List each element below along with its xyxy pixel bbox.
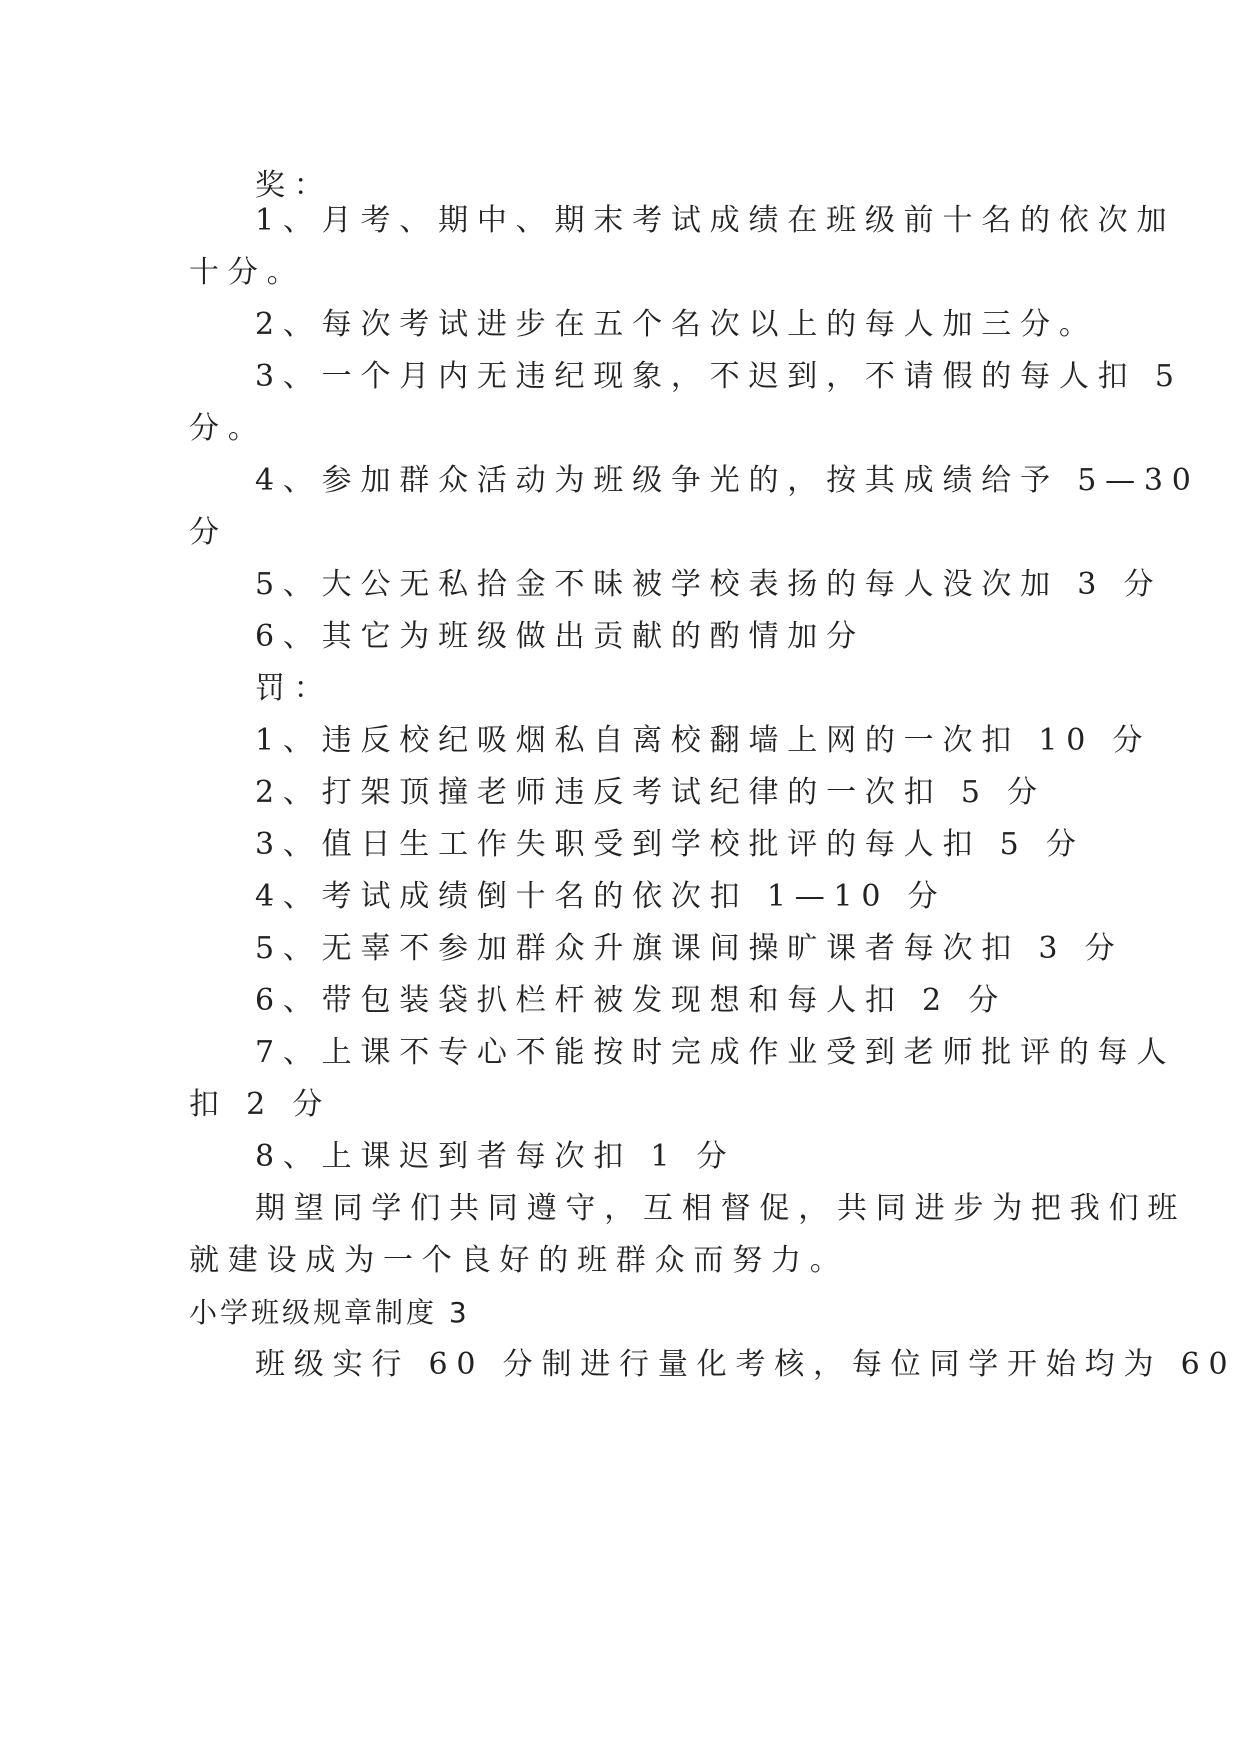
penalty-item-2: 2、打架顶撞老师违反考试纪律的一次扣 5 分 xyxy=(255,775,1046,810)
penalty-item-3: 3、值日生工作失职受到学校批评的每人扣 5 分 xyxy=(255,827,1085,862)
reward-item-3-cont: 分。 xyxy=(189,411,267,446)
penalty-item-7: 7、上课不专心不能按时完成作业受到老师批评的每人 xyxy=(255,1035,1176,1070)
closing-paragraph: 期望同学们共同遵守，互相督促，共同进步为把我们班 xyxy=(255,1191,1187,1226)
reward-item-4: 4、参加群众活动为班级争光的，按其成绩给予 5—30 xyxy=(255,463,1200,498)
reward-item-4-cont: 分 xyxy=(189,515,228,550)
reward-heading: 奖： xyxy=(255,168,333,203)
reward-item-3: 3、一个月内无违纪现象，不迟到，不请假的每人扣 5 xyxy=(255,359,1183,394)
penalty-item-1: 1、违反校纪吸烟私自离校翻墙上网的一次扣 10 分 xyxy=(255,723,1152,758)
penalty-item-6: 6、带包装袋扒栏杆被发现想和每人扣 2 分 xyxy=(255,983,1008,1018)
reward-item-2: 2、每次考试进步在五个名次以上的每人加三分。 xyxy=(255,307,1098,342)
section-title: 小学班级规章制度 3 xyxy=(189,1296,470,1329)
closing-paragraph-cont: 就建设成为一个良好的班群众而努力。 xyxy=(189,1243,849,1278)
penalty-item-5: 5、无辜不参加群众升旗课间操旷课者每次扣 3 分 xyxy=(255,931,1124,966)
penalty-item-7-cont: 扣 2 分 xyxy=(189,1087,332,1122)
penalty-item-8: 8、上课迟到者每次扣 1 分 xyxy=(255,1139,736,1174)
reward-item-1-cont: 十分。 xyxy=(189,255,306,290)
reward-item-1: 1、月考、期中、期末考试成绩在班级前十名的依次加 xyxy=(255,203,1176,238)
penalty-heading: 罚： xyxy=(255,671,333,706)
reward-item-6: 6、其它为班级做出贡献的酌情加分 xyxy=(255,619,865,654)
section-intro: 班级实行 60 分制进行量化考核，每位同学开始均为 60 xyxy=(255,1347,1237,1382)
reward-item-5: 5、大公无私拾金不昧被学校表扬的每人没次加 3 分 xyxy=(255,567,1163,602)
penalty-item-4: 4、考试成绩倒十名的依次扣 1—10 分 xyxy=(255,879,947,914)
